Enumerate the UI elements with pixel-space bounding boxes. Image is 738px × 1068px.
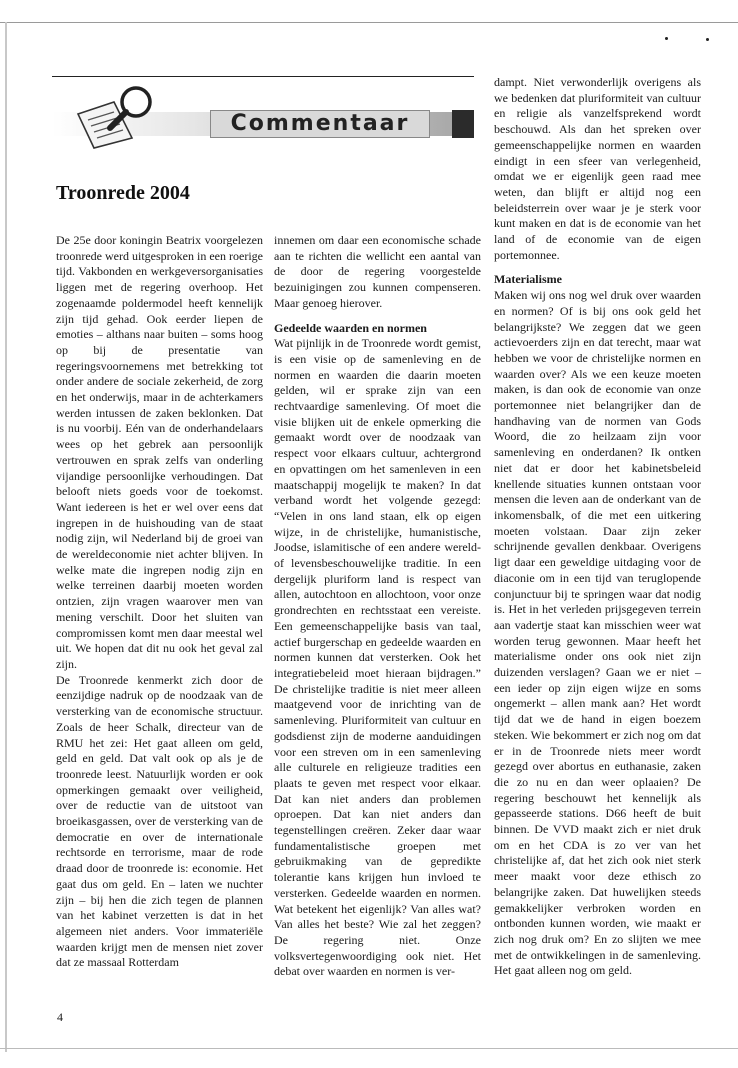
section-heading: Gedeelde waarden en normen: [274, 320, 427, 335]
column-2: [274, 233, 481, 980]
section-title: Commentaar: [230, 111, 410, 136]
paragraph: De 25e door koningin Beatrix voorgelezen troonrede werd uitgesproken in een roerige tijd. Vakbonden en werkgeversorganisaties liggen met de regering overhoop. Het zogenaamde poldermodel heeft kennelijk zijn tijd gehad. Ook eerder liepen de emoties – althans naar buiten – soms hoog op bij de presentatie van regeringsvoornemens met betrekking tot onder andere de sociale zekerheid, de zorg en het onderwijs, maar in de achterkamers werden intussen de zaken beklonken. Dat is nu voorbij. Eén van de onderhandelaars wees op het gebrek aan persoonlijk vertrouwen en sprak zelfs van onderling vijandige persoonlijke verhoudingen. Dat belooft niets goeds voor de toekomst. Want iedereen is het er wel over eens dat ingrepen in de huishouding van de staat nodig zijn, wil Nederland bij de groei van de wereldeconomie niet achter blijven. In welke mate die ingrepen nodig zijn en welke terreinen daarbij moeten worden ontzien, zijn vragen waarover men van mening verschilt. Door het sluiten van compromissen komt men daar meestal wel uit. We hopen dat dit nu ook het geval zal zijn.: [56, 233, 263, 671]
page-number: 4: [57, 1010, 63, 1024]
paragraph: De Troonrede kenmerkt zich door de eenzijdige nadruk op de noodzaak van de versterking van de economische structuur. Zoals de heer Schalk, directeur van de RMU het zei: Het gaat alleen om geld, geld en geld. Dat valt ook op als je de troonrede leest. Natuurlijk worden er ook opmerkingen gemaakt over veiligheid, over de reductie van de uitstoot van broeikasgassen, over de versterking van de democratie en over de internationale rechtsorde en terrorisme, maar de rode draad door de troonrede is: economie. Het gaat dus om geld. En – laten we nuchter zijn – bij hen die zich tegen de plannen van het kabinet verzetten is dat in het algemeen niet anders. Voor immateriële waarden krijgt men de mensen niet zover dat ze massaal Rotterdam: [56, 672, 263, 970]
paragraph: Maken wij ons nog wel druk over waarden en normen? Of is bij ons ook geld het belangrijkste? We zeggen dat we geen actievoerders zijn en dat terecht, maar wat hebben we voor de christelijke normen en waarden over? Als we een keuze moeten maken, is dan ook de economie van onze portemonnee niet belangrijker dan de handhaving van de normen van Gods Woord, die zo heilzaam zijn voor samenleving en onderdanen? Ik ontken niet dat er door het kabinetsbeleid knellende situaties kunnen ontstaan voor mensen die leven aan de onderkant van de inkomensbalk, of die met een uitkering moeten volstaan. Daar zijn zeker schrijnende gevallen denkbaar. Overigens ligt daar een geweldige uitdaging voor de diaconie om in een tijd van teruglopende conjunctuur bij te springen waar dat nodig is. Het in het verleden prijsgegeven terrein aan vadertje staat kan misschien weer wat worden terug gewonnen. Maar heeft het materialisme onder ons ook niet zijn duizenden verslagen? Gaan we er niet – een ieder op zijn eigen wijze en soms ongemerkt – allen mank aan? Het wordt tijd dat we de hand in eigen boezem steken. Wie bekommert er zich nog om dat er in de Troonrede niets meer wordt gezegd over abortus en euthanasie, zaken die zo nu en dan weer oplaaien? De regering beschouwt het kennelijk als gepasseerde stations. D66 heeft de buit binnen. De VVD maakt zich er niet druk om en het CDA is zo ver van het christelijke af, dat het zich ook niet sterk meer maakt voor deze ethisch zo belangrijke zaken. Dat huwelijken steeds gemakkelijker verbroken worden en ontbonden kunnen worden, wie maakt er zich nog druk om? En zo slijten we mee met de ontwikkelingen in de samenleving. Het gaat alleen nog om geld.: [494, 288, 701, 978]
scan-speck: [706, 38, 709, 41]
section-heading: Materialisme: [494, 272, 562, 287]
page-bottom-edge: [0, 1048, 738, 1049]
column-3: [494, 75, 701, 979]
paragraph: dampt. Niet verwonderlijk overigens als we bedenken dat pluriformiteit van cultuur en religie als vanzelfsprekend wordt beschouwd. Als dan het spreken over gemeenschappelijke normen en waarden eindigt in een sfeer van verlegenheid, omdat we er eigenlijk geen raad mee weten, dan blijft er altijd nog een beleidsterrein over waar je je sterk voor kunt maken en dat is de economie van het land of de economie van de eigen portemonnee.: [494, 75, 701, 262]
paragraph: innemen om daar een economische schade aan te richten die wellicht een aantal van de door de regering voorgestelde bezuinigingen zou kunnen compenseren. Maar genoeg hierover.: [274, 233, 481, 310]
magnifying-glass-over-document-icon: [70, 80, 180, 150]
page-left-edge: [5, 22, 7, 1052]
column-1: [56, 233, 263, 971]
banner-end-block: [452, 110, 474, 138]
paragraph: Wat pijnlijk in de Troonrede wordt gemist, is een visie op de samenleving en de normen en waarden die daarin moeten gelden, wil er sprake zijn van een rechtvaardige samenleving. Of moet die visie blijken uit de enkele opmerking die gemaakt wordt over de noodzaak van respect voor elkaars cultuur, achtergrond en opvattingen om het samenleven in een maatschappij mogelijk te maken? In dat verband wordt het volgende gezegd: “Velen in ons land staan, elk op eigen wijze, in de christelijke, humanistische, Joodse, islamitische of een andere wereld- of levensbeschouwelijke traditie. In een dergelijk pluriform land is respect van allen, autochtoon en allochtoon, voor onze grondrechten en rechtsstaat een vereiste. Een gemeenschappelijke basis van taal, actief burgerschap en gedeelde waarden en normen kunnen dat versterken. Ook het integratiebeleid moet hieraan bijdragen.” De christelijke traditie is niet meer alleen maatgevend voor de inrichting van de samenleving. Pluriformiteit van cultuur en godsdienst zijn de moderne aanduidingen voor een streven om in een samenleving alle culturele en religieuze tradities een plaats te geven met respect voor elkaar. Dat kan niet anders dan problemen oproepen. Dat kan niet anders dan tegenstellingen creëren. Zeker daar waar fundamentalistische groepen met gebruikmaking van de gepredikte tolerantie kans krijgen hun invloed te versterken. Gedeelde waarden en normen. Wat betekent het eigenlijk? Van alles wat? Van alles het beste? Wie zal het zeggen? De regering niet. Onze volksvertegenwoordiging ook niet. Het debat over waarden en normen is ver-: [274, 336, 481, 979]
article-title: Troonrede 2004: [56, 182, 190, 204]
scan-speck: [665, 37, 668, 40]
header-rule: [52, 76, 474, 77]
page-top-edge: [0, 22, 738, 23]
